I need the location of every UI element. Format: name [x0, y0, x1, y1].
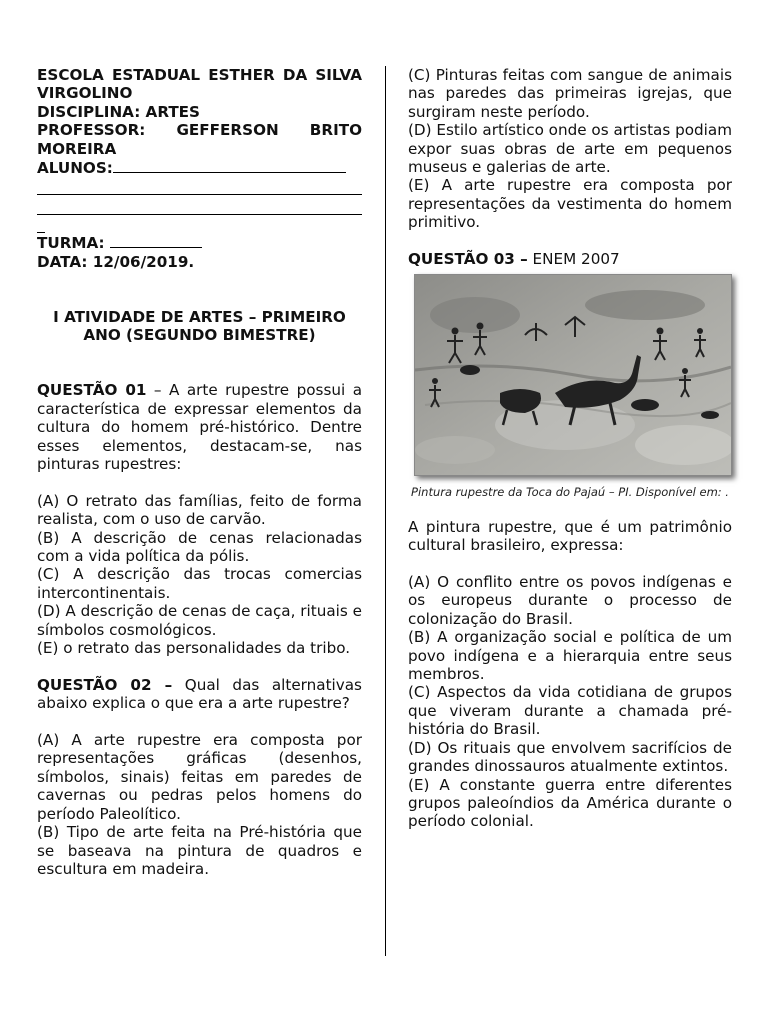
rock-painting-illustration — [415, 275, 731, 475]
students-blank-4 — [37, 216, 45, 233]
question-01-text: – A arte rupestre possui a característica de expressar elementos da cultura do homem pré-histórico. Dentre esses elementos, destacam-se, nas pinturas rupestres: — [37, 381, 362, 474]
question-01-option-c: (C) A descrição das trocas comercias intercontinentais. — [37, 565, 362, 602]
students-label: ALUNOS: — [37, 159, 113, 178]
image-caption: Pintura rupestre da Toca do Pajaú – PI. Disponível em: . — [411, 485, 729, 500]
question-03-source: ENEM 2007 — [527, 250, 620, 269]
question-03-option-d: (D) Os rituais que envolvem sacrifícios de grandes dinossauros atualmente extintos. — [408, 738, 732, 776]
students-blank-2 — [37, 177, 362, 195]
question-02-text: Qual das alternativas abaixo explica o que era a arte rupestre? — [37, 675, 362, 713]
question-03-label: QUESTÃO 03 – — [408, 250, 528, 269]
question-01-option-a: (A) O retrato das famílias, feito de forma realista, com o uso de carvão. — [37, 491, 362, 529]
class-label: TURMA: — [37, 234, 105, 253]
header-block — [37, 66, 362, 271]
class-line — [37, 233, 362, 252]
question-03-option-e: (E) A constante guerra entre diferentes grupos paleoíndios da América durante o período colonial. — [408, 775, 732, 831]
page-title: I ATIVIDADE DE ARTES – PRIMEIRO ANO (SEGUNDO BIMESTRE) — [53, 307, 346, 345]
question-01-option-b: (B) A descrição de cenas relacionadas com a vida política da pólis. — [37, 528, 362, 566]
question-01-option-d: (D) A descrição de cenas de caça, rituais e símbolos cosmológicos. — [37, 602, 362, 639]
rock-painting-image — [414, 274, 732, 476]
question-02-stem — [37, 676, 362, 713]
date: DATA: 12/06/2019. — [37, 252, 195, 271]
question-03-heading — [408, 250, 732, 268]
discipline: DISCIPLINA: ARTES — [37, 102, 200, 121]
question-03-option-b: (B) A organização social e política de um povo indígena e a hierarquia entre seus membros. — [408, 628, 732, 684]
question-03-text: A pintura rupestre, que é um patrimônio cultural brasileiro, expressa: — [408, 517, 732, 555]
class-blank — [110, 233, 202, 248]
left-column — [37, 66, 362, 878]
teacher-name: PROFESSOR: GEFFERSON BRITO MOREIRA — [37, 121, 362, 158]
question-02-label: QUESTÃO 02 – — [37, 675, 173, 694]
question-02-option-c: (C) Pinturas feitas com sangue de animais nas paredes das primeiras igrejas, que surgiram neste período. — [408, 66, 732, 121]
right-column — [408, 66, 732, 831]
question-01-option-e: (E) o retrato das personalidades da tribo. — [37, 639, 351, 658]
question-02-option-e: (E) A arte rupestre era composta por representações da vestimenta do homem primitivo. — [408, 176, 732, 232]
students-blank-1 — [113, 158, 346, 173]
students-blank-3 — [37, 197, 362, 215]
question-02-option-a: (A) A arte rupestre era composta por representações gráficas (desenhos, símbolos, sinais) feitas em paredes de cavernas ou pedras pelos homens do período Paleolítico. — [37, 731, 362, 823]
question-03-option-c: (C) Aspectos da vida cotidiana de grupos que viveram durante a chamada pré-história do Brasil. — [408, 683, 732, 739]
question-02-option-b: (B) Tipo de arte feita na Pré-história que se baseava na pintura de quadros e escultura em madeira. — [37, 823, 362, 878]
students-line — [37, 158, 362, 177]
question-01-stem — [37, 381, 362, 473]
question-01-label: QUESTÃO 01 — [37, 381, 147, 400]
question-03-option-a: (A) O conflito entre os povos indígenas e os europeus durante o processo de colonização do Brasil. — [408, 573, 732, 628]
school-name: ESCOLA ESTADUAL ESTHER DA SILVA VIRGOLINO — [37, 66, 362, 103]
column-divider — [385, 66, 386, 956]
question-02-option-d: (D) Estilo artístico onde os artistas podiam expor suas obras de arte em pequenos museus e galerias de arte. — [408, 121, 732, 177]
